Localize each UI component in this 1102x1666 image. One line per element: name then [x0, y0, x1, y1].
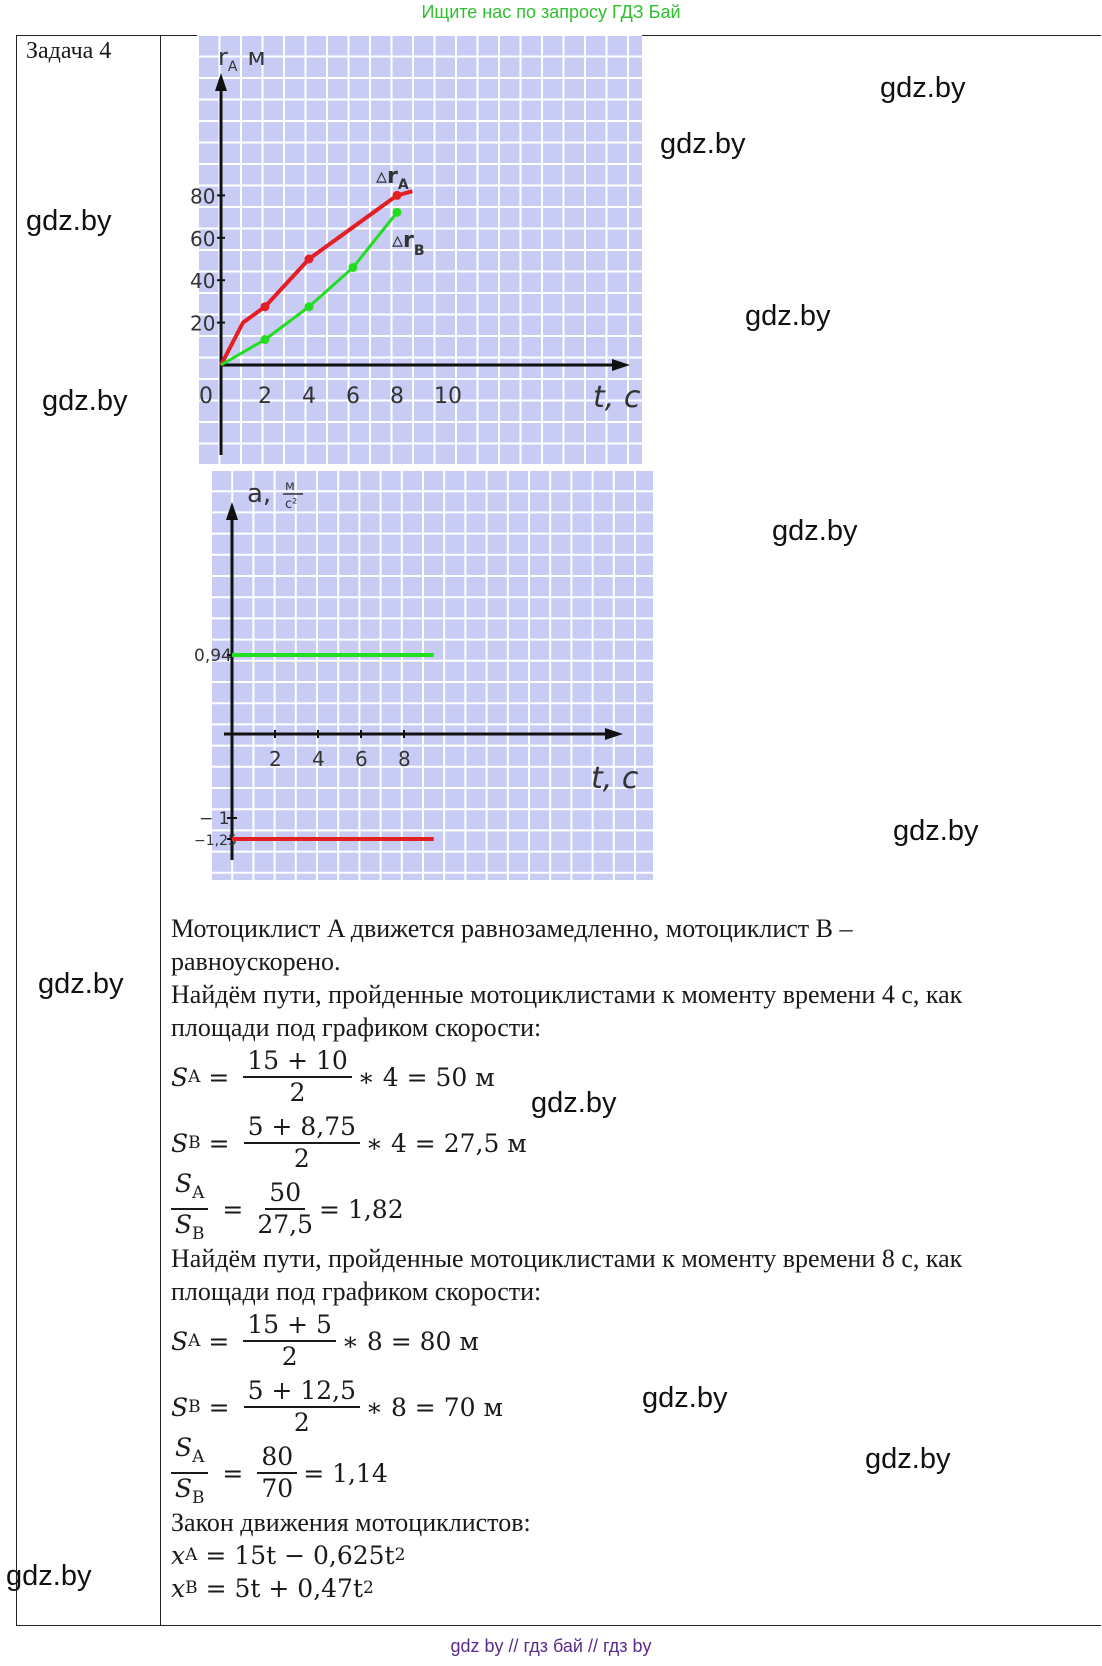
x-tick-label: 2 [258, 384, 272, 409]
position-graph [190, 35, 642, 465]
x-tick-label: 0 [199, 384, 213, 409]
equation-sb-4s: S B = $\frac{5 + 8,75}{2}$ ∗ 4 = 27,5 м [171, 1112, 527, 1173]
watermark: gdz.by [745, 300, 831, 332]
task-number: Задача 4 [26, 38, 112, 64]
equation-sb-8s: S B = $\frac{5 + 12,5}{2}$ ∗ 8 = 70 м [171, 1376, 503, 1437]
position-graph-svg [190, 35, 642, 465]
watermark: gdz.by [772, 515, 858, 547]
watermark: gdz.by [6, 1560, 92, 1592]
solution-line: Найдём пути, пройденные мотоциклистами к моменту времени 8 с, как [171, 1244, 963, 1273]
x-axis-label: t, с [591, 761, 639, 796]
solution-line: равноускорено. [171, 947, 341, 976]
y-tick-label: −1,25 [194, 833, 237, 849]
equation-law-a: x A = 15t − 0,625t 2 [171, 1541, 406, 1570]
y-unit-den: с² [285, 497, 298, 512]
watermark: gdz.by [26, 205, 112, 237]
y-axis-arrow [226, 502, 238, 520]
x-tick-label: 8 [398, 747, 411, 771]
search-hint-link[interactable]: Ищите нас по запросу ГДЗ Бай [421, 2, 681, 22]
x-tick-label: 4 [312, 747, 325, 771]
watermark: gdz.by [893, 815, 979, 847]
x-tick-label: 4 [302, 384, 316, 409]
curve-b-label: $▵r_B$ [392, 228, 425, 259]
data-points [261, 191, 402, 344]
watermark: gdz.by [42, 385, 128, 417]
x-tick-label: 6 [346, 384, 360, 409]
watermark: gdz.by [660, 128, 746, 160]
equation-sa-8s: S A = $\frac{15 + 5}{2}$ ∗ 8 = 80 м [171, 1310, 479, 1371]
table-column-divider [160, 35, 161, 1625]
curve-a [221, 191, 412, 365]
y-unit-num: м [285, 479, 295, 494]
y-axis-label: $r_A$ м [218, 43, 266, 75]
data-point [305, 302, 314, 311]
grid [211, 470, 653, 880]
equation-ratio-4s: $\frac{S_A}{S_B}$ = $\frac{50}{27,5}$ = 1,82 [171, 1176, 1091, 1242]
data-point [305, 255, 314, 264]
x-tick-label: 6 [355, 747, 368, 771]
solution-line: Закон движения мотоциклистов: [171, 1508, 531, 1537]
acceleration-graph [194, 470, 653, 880]
solution-line: площади под графиком скорости: [171, 1013, 542, 1042]
equation-law-b: x B = 5t + 0,47t 2 [171, 1574, 374, 1603]
footer-links[interactable]: gdz by // гдз бай // гдз by [450, 1636, 652, 1656]
y-tick-label: 40 [190, 269, 216, 294]
solution-line: площади под графиком скорости: [171, 1277, 542, 1306]
watermark: gdz.by [38, 968, 124, 1000]
y-tick-label: 0,94 [194, 646, 232, 667]
x-tick-label: 8 [390, 384, 404, 409]
y-tick-label: − 1 [199, 809, 230, 829]
y-axis-arrow [215, 73, 227, 91]
solution-line: Найдём пути, пройденные мотоциклистами к моменту времени 4 с, как [171, 980, 963, 1009]
data-point [349, 263, 358, 272]
x-tick-label: 10 [434, 384, 462, 409]
watermark: gdz.by [531, 1087, 617, 1119]
curve-a-label: $▵r_A$ [376, 164, 409, 193]
y-axis-label: a, [247, 479, 272, 509]
data-point [261, 302, 270, 311]
y-tick-label: 20 [190, 311, 216, 336]
x-axis-label: t, с [593, 380, 641, 415]
tick-labels [194, 646, 411, 849]
watermark: gdz.by [865, 1443, 951, 1475]
acceleration-graph-svg [194, 470, 653, 880]
data-point [261, 335, 270, 344]
x-tick-label: 2 [269, 747, 282, 771]
solution-line: Мотоциклист A движется равнозамедленно, мотоциклист B – [171, 914, 853, 943]
watermark: gdz.by [642, 1382, 728, 1414]
equation-ratio-8s: $\frac{S_A}{S_B}$ = $\frac{80}{70}$ = 1,14 [171, 1440, 1091, 1506]
solution [171, 912, 1091, 1605]
y-tick-label: 60 [190, 226, 216, 251]
y-tick-label: 80 [190, 184, 216, 209]
data-point [393, 208, 402, 217]
watermark: gdz.by [880, 72, 966, 104]
equation-sa-4s: S A = $\frac{15 + 10}{2}$ ∗ 4 = 50 м [171, 1046, 495, 1107]
